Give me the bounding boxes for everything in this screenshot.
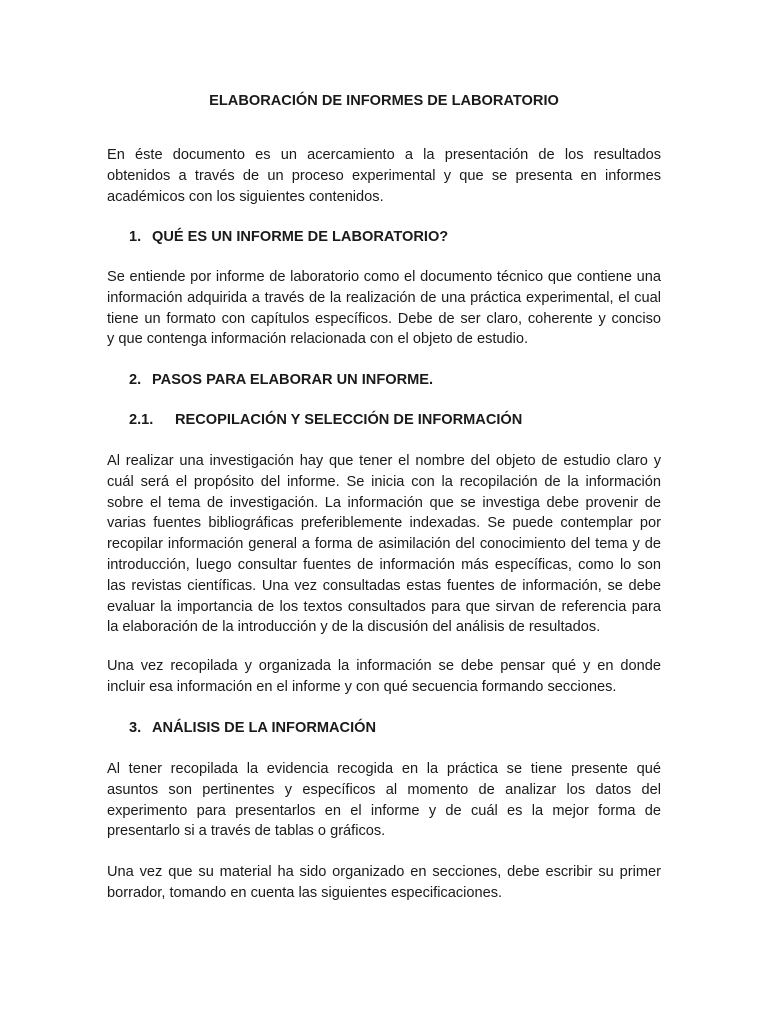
paragraph-line: cuál será el propósito del informe. Se inicia con la recopilación de la información [107, 473, 661, 490]
paragraph-line: académicos con los siguientes contenidos. [107, 188, 384, 205]
paragraph-line: asuntos son pertinentes y específicos al momento de analizar los datos del [107, 781, 661, 798]
paragraph-line: Al tener recopilada la evidencia recogida en la práctica se tiene presente qué [107, 761, 661, 777]
section-2-heading [129, 370, 433, 390]
paragraph-line: experimento para presentarlos en el informe y de cuál es la mejor forma de [107, 802, 661, 819]
paragraph-line: Una vez recopilada y organizada la información se debe pensar qué y en donde [107, 658, 661, 674]
intro-paragraph [107, 145, 661, 207]
paragraph-line: incluir esa información en el informe y con qué secuencia formando secciones. [107, 678, 617, 695]
section-number: 1. [129, 229, 142, 245]
document-title: ELABORACIÓN DE INFORMES DE LABORATORIO [209, 93, 559, 109]
paragraph-line: En éste documento es un acercamiento a la presentación de los resultados [107, 147, 661, 163]
section-number: 2. [129, 372, 142, 388]
paragraph-line: sobre el tema de investigación. La información que se investiga debe provenir de [107, 494, 661, 511]
paragraph-line: borrador, tomando en cuenta las siguientes especificaciones. [107, 884, 503, 901]
paragraph-line: Se entiende por informe de laboratorio como el documento técnico que contiene una [107, 269, 661, 285]
section-title: RECOPILACIÓN Y SELECCIÓN DE INFORMACIÓN [175, 412, 523, 428]
section-title: ANÁLISIS DE LA INFORMACIÓN [152, 720, 377, 736]
paragraph-line: información adquirida a través de la realización de una práctica experimental, el cual [107, 289, 661, 306]
paragraph-line: Al realizar una investigación hay que tener el nombre del objeto de estudio claro y [107, 453, 661, 469]
paragraph-line: las revistas científicas. Una vez consultadas estas fuentes de información, se debe [107, 577, 661, 594]
paragraph-line: la elaboración de la introducción y de la discusión del análisis de resultados. [107, 619, 601, 636]
section-number: 3. [129, 720, 142, 736]
section-2-1-heading [129, 410, 522, 430]
section-2-1-paragraph-2 [107, 656, 661, 698]
section-title: PASOS PARA ELABORAR UN INFORME. [152, 372, 434, 388]
section-2-1-paragraph-1 [107, 451, 661, 638]
paragraph-line: Una vez que su material ha sido organizado en secciones, debe escribir su primer [107, 864, 661, 880]
section-number: 2.1. [129, 412, 154, 428]
section-3-paragraph-1 [107, 759, 661, 842]
section-title: QUÉ ES UN INFORME DE LABORATORIO? [152, 229, 449, 245]
section-1-heading [129, 227, 448, 247]
section-3-heading [129, 718, 376, 738]
section-3-paragraph-2 [107, 862, 661, 904]
paragraph-line: y que contenga información relacionada con el objeto de estudio. [107, 331, 529, 348]
paragraph-line: tiene un formato con capítulos específicos. Debe de ser claro, coherente y conciso [107, 310, 661, 327]
paragraph-line: varias fuentes bibliográficas preferiblemente indexadas. Se puede contemplar por [107, 515, 661, 532]
paragraph-line: presentarlo si a través de tablas o gráficos. [107, 823, 386, 840]
paragraph-line: evaluar la importancia de los textos consultados para que sirvan de referencia para [107, 598, 661, 615]
paragraph-line: introducción, luego consultar fuentes de información más específicas, como lo son [107, 556, 661, 573]
paragraph-line: recopilar información general a forma de asimilación del conocimiento del tema y de [107, 536, 661, 553]
paragraph-line: obtenidos a través de un proceso experimental y que se presenta en informes [107, 167, 661, 184]
section-1-paragraph [107, 267, 661, 350]
